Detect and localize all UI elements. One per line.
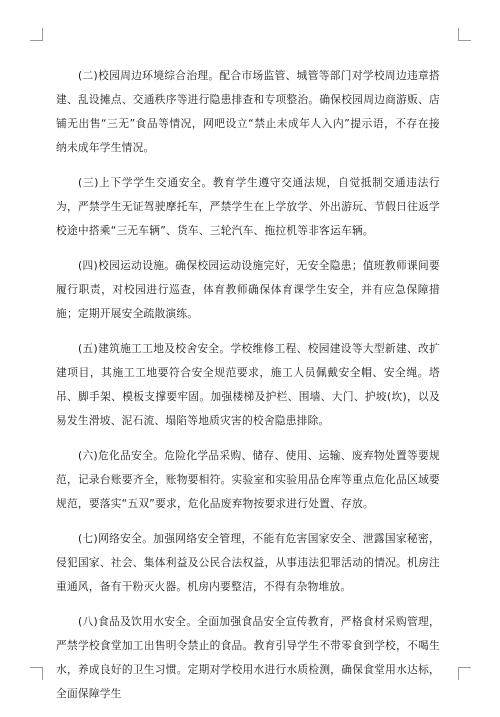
crop-mark-top-right <box>458 28 471 41</box>
paragraph-hazardous-chemicals: (六)危化品安全。危险化学品采购、储存、使用、运输、废弃物处置等要规范，记录台账要齐全，账物要相符。实验室和实验用品仓库等重点危化品区域要规范，要落实“五双”要求，危化品废弃物按要求进行处置、存放。 <box>56 449 440 510</box>
paragraph-campus-surroundings: (二)校园周边环境综合治理。配合市场监管、城管等部门对学校周边违章搭建、乱设摊点、交通秩序等进行隐患排查和专项整治。确保校园周边商游贩、店铺无出售“三无”食品等情况，网吧设立“禁止未成年人入内”提示语，不存在接纳未成年学生情况。 <box>56 69 440 154</box>
document-body <box>56 64 440 717</box>
paragraph-traffic-safety: (三)上下学学生交通安全。教育学生遵守交通法规，自觉抵制交通违法行为，严禁学生无证驾驶摩托车，严禁学生在上学放学、外出游玩、节假日往返学校途中搭乘“三无车辆”、货车、三轮汽车、拖拉机等非客运车辆。 <box>56 176 440 237</box>
paragraph-sports-facilities: (四)校园运动设施。确保校园运动设施完好，无安全隐患；值班教师课间要履行职责，对校园进行巡查，体育教师确保体育课学生安全，并有应急保障措施；定期开展安全疏散演练。 <box>56 259 440 320</box>
crop-mark-top-left <box>30 28 43 41</box>
paragraph-food-water-safety: (八)食品及饮用水安全。全面加强食品安全宣传教育，严格食材采购管理，严禁学校食堂加工出售明令禁止的食品。教育引导学生不带零食到学校，不喝生水，养成良好的卫生习惯。定期对学校用水进行水质检测，确保食堂用水达标，全面保障学生 <box>56 615 440 700</box>
paragraph-construction-safety: (五)建筑施工工地及校舍安全。学校维修工程、校园建设等大型新建、改扩建项目，其施工工地要符合安全规范要求，施工人员佩戴安全帽、安全绳。塔吊、脚手架、模板支撑要牢固。加强楼梯及护栏、围墙、大门、护坡(坎)，以及易发生滑坡、泥石流、塌陷等地质灾害的校舍隐患排除。 <box>56 342 440 427</box>
crop-mark-bottom-left <box>30 667 43 680</box>
paragraph-network-safety: (七)网络安全。加强网络安全管理，不能有危害国家安全、泄露国家秘密，侵犯国家、社会、集体利益及公民合法权益，从事违法犯罪活动的情况。机房注重通风，备有干粉灭火器。机房内要整洁，不得有杂物堆放。 <box>56 532 440 593</box>
crop-mark-bottom-right <box>458 667 471 680</box>
